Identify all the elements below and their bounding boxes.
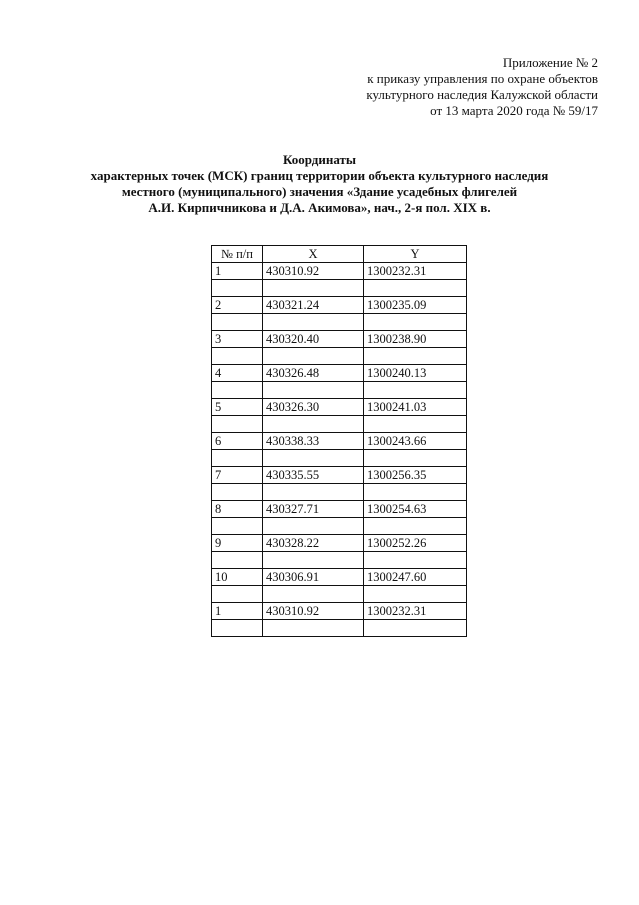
appendix-line: Приложение № 2 [502,55,598,70]
table-spacer-row [212,552,467,569]
table-row [212,331,467,348]
empty-cell [364,484,467,501]
table-row [212,467,467,484]
cell-y: 1300240.13 [364,365,467,382]
table-row [212,365,467,382]
appendix-line: от 13 марта 2020 года № 59/17 [430,103,598,118]
empty-cell [212,484,263,501]
cell-y: 1300254.63 [364,501,467,518]
empty-cell [364,450,467,467]
cell-number: 1 [212,263,263,280]
cell-y: 1300241.03 [364,399,467,416]
cell-y: 1300252.26 [364,535,467,552]
cell-y: 1300238.90 [364,331,467,348]
table-spacer-row [212,348,467,365]
empty-cell [212,382,263,399]
table-row [212,263,467,280]
empty-cell [364,586,467,603]
coordinates-table [211,245,467,637]
cell-number: 4 [212,365,263,382]
empty-cell [212,620,263,637]
cell-number: 9 [212,535,263,552]
header-x: X [263,246,364,263]
cell-x: 430310.92 [263,603,364,620]
empty-cell [212,518,263,535]
table-row [212,535,467,552]
title-line: местного (муниципального) значения «Здание усадебных флигелей [121,184,518,199]
cell-y: 1300243.66 [364,433,467,450]
table-spacer-row [212,484,467,501]
table-spacer-row [212,518,467,535]
empty-cell [263,552,364,569]
cell-number: 1 [212,603,263,620]
cell-y: 1300232.31 [364,263,467,280]
table-body [212,263,467,637]
empty-cell [263,382,364,399]
title-line: характерных точек (МСК) границ территории объекта культурного наследия [90,168,549,183]
cell-y: 1300247.60 [364,569,467,586]
cell-number: 5 [212,399,263,416]
table-row [212,501,467,518]
empty-cell [364,348,467,365]
table-spacer-row [212,586,467,603]
cell-x: 430338.33 [263,433,364,450]
table-spacer-row [212,416,467,433]
cell-number: 3 [212,331,263,348]
table-spacer-row [212,280,467,297]
empty-cell [263,518,364,535]
appendix-line: культурного наследия Калужской области [366,87,598,102]
empty-cell [263,620,364,637]
empty-cell [263,416,364,433]
cell-x: 430335.55 [263,467,364,484]
cell-x: 430321.24 [263,297,364,314]
cell-y: 1300232.31 [364,603,467,620]
header-y: Y [364,246,467,263]
cell-number: 6 [212,433,263,450]
header-number: № п/п [212,246,263,263]
table-row [212,297,467,314]
table-spacer-row [212,620,467,637]
cell-x: 430326.30 [263,399,364,416]
empty-cell [263,314,364,331]
appendix-line: к приказу управления по охране объектов [367,71,598,86]
cell-number: 7 [212,467,263,484]
cell-x: 430310.92 [263,263,364,280]
empty-cell [364,314,467,331]
cell-number: 10 [212,569,263,586]
empty-cell [212,348,263,365]
cell-x: 430320.40 [263,331,364,348]
table-row [212,603,467,620]
table-spacer-row [212,450,467,467]
cell-number: 8 [212,501,263,518]
empty-cell [263,586,364,603]
table-row [212,569,467,586]
empty-cell [364,552,467,569]
empty-cell [212,280,263,297]
empty-cell [212,450,263,467]
cell-y: 1300235.09 [364,297,467,314]
empty-cell [212,416,263,433]
table-header-row [212,246,467,263]
table-spacer-row [212,314,467,331]
cell-x: 430327.71 [263,501,364,518]
cell-x: 430326.48 [263,365,364,382]
empty-cell [212,314,263,331]
empty-cell [364,620,467,637]
empty-cell [364,416,467,433]
empty-cell [212,552,263,569]
table-row [212,399,467,416]
empty-cell [212,586,263,603]
table-row [212,433,467,450]
title-line: А.И. Кирпичникова и Д.А. Акимова», нач., 2-я пол. XIX в. [148,200,491,215]
cell-x: 430306.91 [263,569,364,586]
empty-cell [364,280,467,297]
empty-cell [263,348,364,365]
appendix-block [366,55,598,119]
table-spacer-row [212,382,467,399]
empty-cell [263,484,364,501]
cell-number: 2 [212,297,263,314]
cell-x: 430328.22 [263,535,364,552]
empty-cell [263,280,364,297]
title-heading: Координаты [282,152,357,167]
cell-y: 1300256.35 [364,467,467,484]
document-title [0,152,639,216]
empty-cell [364,518,467,535]
empty-cell [364,382,467,399]
empty-cell [263,450,364,467]
